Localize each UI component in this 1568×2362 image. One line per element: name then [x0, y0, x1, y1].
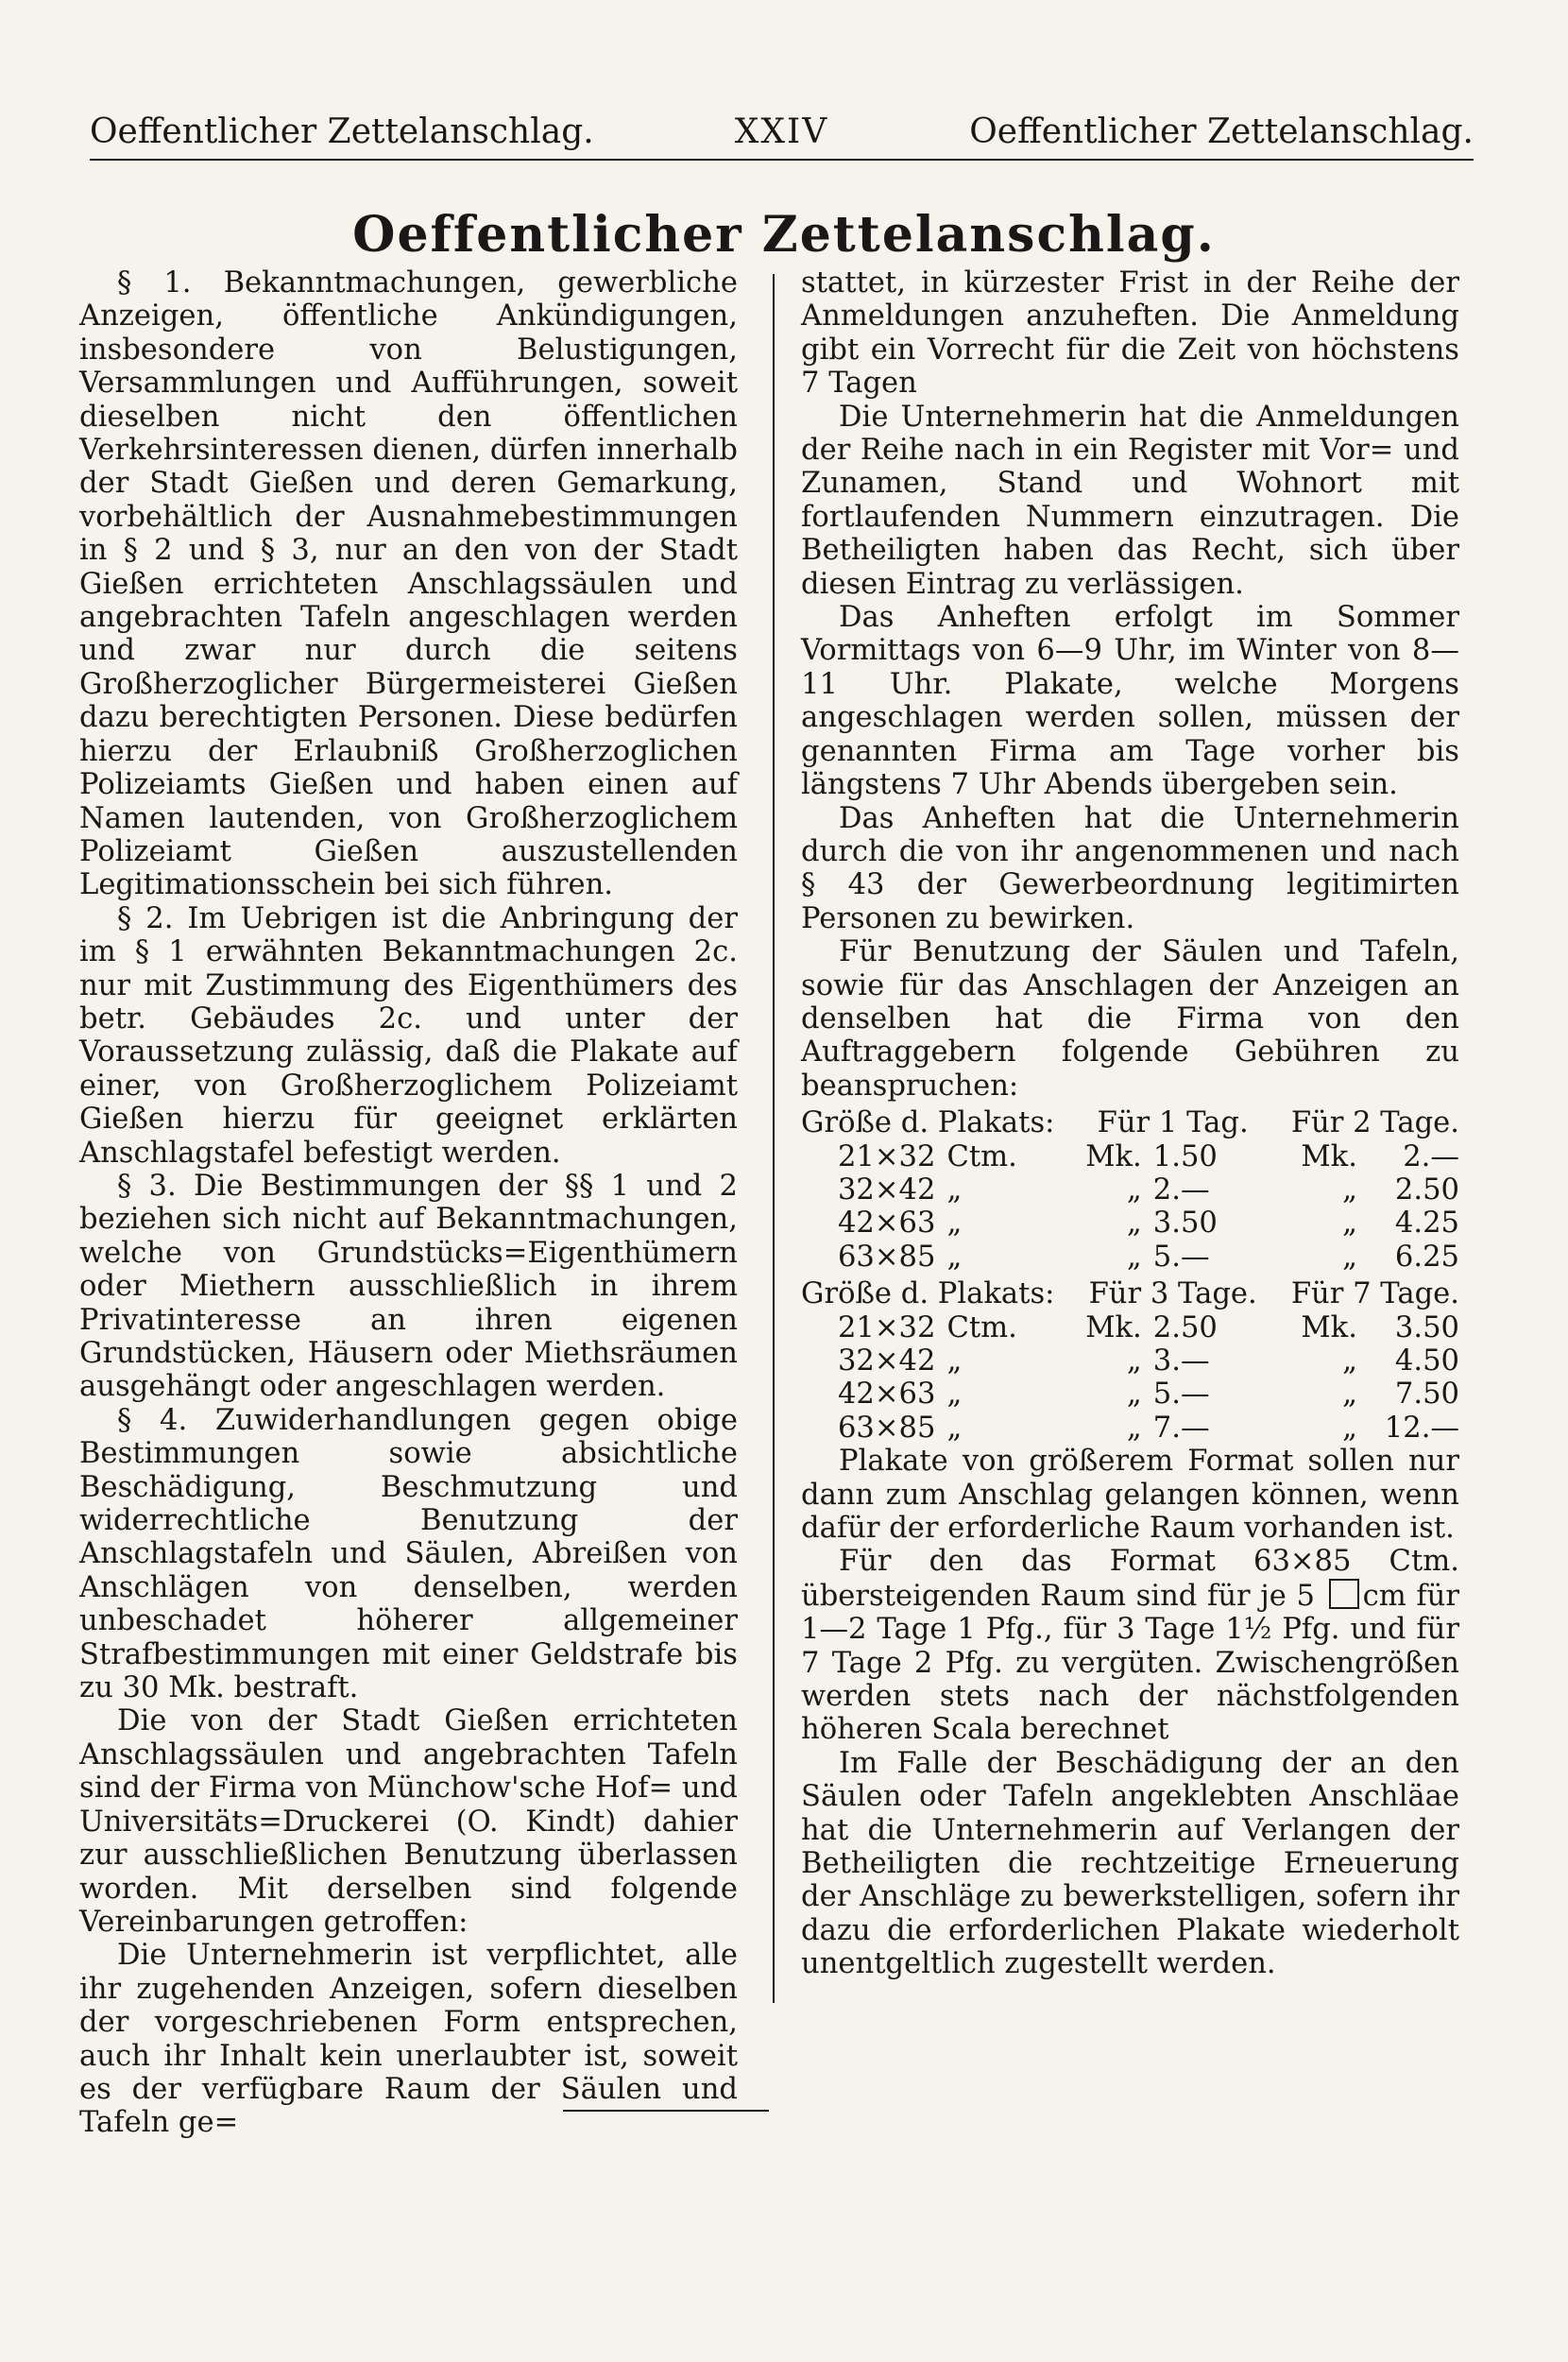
fee-currency: Mk.: [1085, 1310, 1142, 1344]
paragraph-section-3: § 3. Die Bestimmungen der §§ 1 und 2 beziehen sich nicht auf Bekanntmachungen, welche von Grundstücks=Eigenthümern oder Miethern ausschließlich in ihrem Privatinteresse an ihren eigenen Grundstücken, Häusern oder Miethsräumen ausgehängt oder angeschlagen werden.: [79, 1169, 738, 1404]
fee-currency: „: [1126, 1172, 1142, 1207]
fee-row: [801, 1207, 1459, 1240]
fee-currency: „: [1126, 1378, 1142, 1412]
page-number: XXIV: [734, 112, 829, 151]
fee-currency: Mk.: [1085, 1139, 1142, 1173]
fee-header-size: Größe d. Plakats:: [801, 1106, 1055, 1140]
fee-currency: „: [1342, 1411, 1357, 1445]
fee-value: 2.—: [1403, 1139, 1460, 1173]
fee-unit: „: [946, 1344, 963, 1378]
surcharge-text-b: cm für 1—2 Tage 1 Pfg., für 3 Tage 1½ Pfg. und für 7 Tage 2 Pfg. zu vergüten. Zwischengrößen werden stets nach der nächstfolgenden höheren Scala berechnet: [801, 1579, 1459, 1747]
fee-value: 5.—: [1152, 1378, 1210, 1412]
right-column: [801, 266, 1459, 1981]
fee-row: [801, 1241, 1459, 1274]
fee-size: 63×85: [837, 1240, 936, 1274]
fee-table-1-header: [801, 1106, 1459, 1139]
fee-size: 21×32: [837, 1310, 936, 1344]
fee-row: [801, 1311, 1459, 1344]
surcharge-text-a: Für den das Format 63×85 Ctm. übersteigenden Raum sind für je 5: [801, 1545, 1459, 1613]
left-column: [79, 266, 738, 2140]
square-symbol-icon: [1329, 1579, 1359, 1609]
fee-currency: „: [1126, 1207, 1142, 1241]
fee-unit: Ctm.: [946, 1310, 1017, 1344]
fee-currency: „: [1342, 1240, 1357, 1274]
fee-table-2-header: [801, 1277, 1459, 1310]
paragraph-hours: Das Anheften erfolgt im Sommer Vormittags von 6—9 Uhr, im Winter von 8—11 Uhr. Plakate, welche Morgens angeschlagen werden sollen, müssen der genannten Firma am Tage vorher bis längstens 7 Uhr Abends übergeben sein.: [801, 601, 1459, 802]
fee-unit: „: [946, 1411, 963, 1445]
fee-value: 2.—: [1152, 1172, 1210, 1207]
fee-header-period-a: Für 3 Tage.: [1088, 1277, 1257, 1311]
fee-size: 42×63: [837, 1207, 936, 1241]
fee-row: [801, 1173, 1459, 1207]
fee-value: 7.—: [1152, 1411, 1210, 1445]
fee-value: 7.50: [1394, 1378, 1460, 1412]
fee-value: 2.50: [1152, 1310, 1218, 1344]
paragraph-damage: Im Falle der Beschädigung der an den Säulen oder Tafeln angeklebten Anschläae hat die Unternehmerin auf Verlangen der Betheiligten die rechtzeitige Erneuerung der Anschläge zu bewerkstelligen, sofern ihr dazu die erforderlichen Plakate wiederholt unentgeltlich zugestellt werden.: [801, 1746, 1459, 1981]
fee-unit: Ctm.: [946, 1139, 1017, 1173]
paragraph-large-format: Plakate von größerem Format sollen nur dann zum Anschlag gelangen können, wenn dafür der erforderliche Raum vorhanden ist.: [801, 1445, 1459, 1545]
fee-currency: Mk.: [1301, 1310, 1357, 1344]
fee-currency: Mk.: [1301, 1139, 1357, 1173]
fee-unit: „: [946, 1378, 963, 1412]
fee-row: [801, 1412, 1459, 1445]
fee-value: 6.25: [1394, 1240, 1460, 1274]
fee-size: 32×42: [837, 1172, 936, 1207]
fee-size: 32×42: [837, 1344, 936, 1378]
fee-value: 3.50: [1394, 1310, 1460, 1344]
fee-currency: „: [1126, 1240, 1142, 1274]
fee-row: [801, 1378, 1459, 1411]
footer-rule: [563, 2110, 769, 2112]
page-title: Oeffentlicher Zettelanschlag.: [352, 206, 1216, 264]
fee-header-period-a: Für 1 Tag.: [1097, 1106, 1249, 1140]
fee-row: [801, 1140, 1459, 1173]
fee-header-period-b: Für 2 Tage.: [1290, 1106, 1459, 1140]
column-divider: [773, 274, 775, 2003]
fee-currency: „: [1342, 1207, 1357, 1241]
fee-currency: „: [1342, 1344, 1357, 1378]
running-header: [90, 106, 1474, 161]
fee-value: 5.—: [1152, 1240, 1210, 1274]
fee-table-2: [801, 1277, 1459, 1445]
fee-value: 3.50: [1152, 1207, 1218, 1241]
fee-size: 42×63: [837, 1378, 936, 1412]
paragraph-obligation: Die Unternehmerin ist verpflichtet, alle ihr zugehenden Anzeigen, sofern dieselben der vorgeschriebenen Form entsprechen, auch ihr Inhalt kein unerlaubter ist, soweit es der verfügbare Raum der Säulen und Tafeln ge=: [79, 1939, 738, 2140]
fee-value: 2.50: [1394, 1172, 1460, 1207]
fee-unit: „: [946, 1172, 963, 1207]
fee-table-1: [801, 1106, 1459, 1274]
fee-size: 63×85: [837, 1411, 936, 1445]
fee-row: [801, 1344, 1459, 1378]
header-right: Oeffentlicher Zettelanschlag.: [969, 112, 1474, 151]
fee-unit: „: [946, 1207, 963, 1241]
paragraph-assignment: Die von der Stadt Gießen errichteten Anschlagssäulen und angebrachten Tafeln sind der Firma von Münchow'sche Hof= und Universitäts=Druckerei (O. Kindt) dahier zur ausschließlichen Benutzung überlassen worden. Mit derselben sind folgende Vereinbarungen getroffen:: [79, 1704, 738, 1939]
paragraph-personnel: Das Anheften hat die Unternehmerin durch die von ihr angenommenen und nach § 43 der Gewerbeordnung legitimirten Personen zu bewirken.: [801, 801, 1459, 935]
fee-value: 3.—: [1152, 1344, 1210, 1378]
paragraph-continuation: stattet, in kürzester Frist in der Reihe der Anmeldungen anzuheften. Die Anmeldung gibt ein Vorrecht für die Zeit von höchstens 7 Tagen: [801, 266, 1459, 401]
paragraph-section-4: § 4. Zuwiderhandlungen gegen obige Bestimmungen sowie absichtliche Beschädigung, Beschmutzung und widerrechtliche Benutzung der Anschlagstafeln und Säulen, Abreißen von Anschlägen von denselben, werden unbeschadet höherer allgemeiner Strafbestimmungen mit einer Geldstrafe bis zu 30 Mk. bestraft.: [79, 1403, 738, 1705]
fee-value: 4.50: [1394, 1344, 1460, 1378]
fee-header-size: Größe d. Plakats:: [801, 1277, 1055, 1311]
paragraph-surcharge: [801, 1545, 1459, 1746]
fee-currency: „: [1126, 1344, 1142, 1378]
fee-size: 21×32: [837, 1139, 936, 1173]
fee-unit: „: [946, 1240, 963, 1274]
fee-header-period-b: Für 7 Tage.: [1290, 1277, 1459, 1311]
paragraph-section-1: § 1. Bekanntmachungen, gewerbliche Anzeigen, öffentliche Ankündigungen, insbesondere von Belustigungen, Versammlungen und Aufführungen, soweit dieselben nicht den öffentlichen Verkehrsinteressen dienen, dürfen innerhalb der Stadt Gießen und deren Gemarkung, vorbehältlich der Ausnahmebestimmungen in § 2 und § 3, nur an den von der Stadt Gießen errichteten Anschlagssäulen und angebrachten Tafeln angeschlagen werden und zwar nur durch die seitens Großherzoglicher Bürgermeisterei Gießen dazu berechtigten Personen. Diese bedürfen hierzu der Erlaubniß Großherzoglichen Polizeiamts Gießen und haben einen auf Namen lautenden, von Großherzoglichem Polizeiamt Gießen auszustellenden Legitimationsschein bei sich führen.: [79, 266, 738, 902]
fee-currency: „: [1126, 1411, 1142, 1445]
fee-value: 1.50: [1152, 1139, 1218, 1173]
fee-value: 12.—: [1384, 1411, 1460, 1445]
fee-value: 4.25: [1394, 1207, 1460, 1241]
fee-currency: „: [1342, 1172, 1357, 1207]
paragraph-fees-intro: Für Benutzung der Säulen und Tafeln, sowie für das Anschlagen der Anzeigen an denselben hat die Firma von den Auftraggebern folgende Gebühren zu beanspruchen:: [801, 935, 1459, 1103]
paragraph-register: Die Unternehmerin hat die Anmeldungen der Reihe nach in ein Register mit Vor= und Zunamen, Stand und Wohnort mit fortlaufenden Nummern einzutragen. Die Betheiligten haben das Recht, sich über diesen Eintrag zu verlässigen.: [801, 400, 1459, 601]
header-left: Oeffentlicher Zettelanschlag.: [90, 112, 594, 151]
fee-currency: „: [1342, 1378, 1357, 1412]
paragraph-section-2: § 2. Im Uebrigen ist die Anbringung der im § 1 erwähnten Bekanntmachungen 2c. nur mit Zustimmung des Eigenthümers des betr. Gebäudes 2c. und unter der Voraussetzung zulässig, daß die Plakate auf einer, von Großherzoglichem Polizeiamt Gießen hierzu für geeignet erklärten Anschlagstafel befestigt werden.: [79, 901, 738, 1170]
